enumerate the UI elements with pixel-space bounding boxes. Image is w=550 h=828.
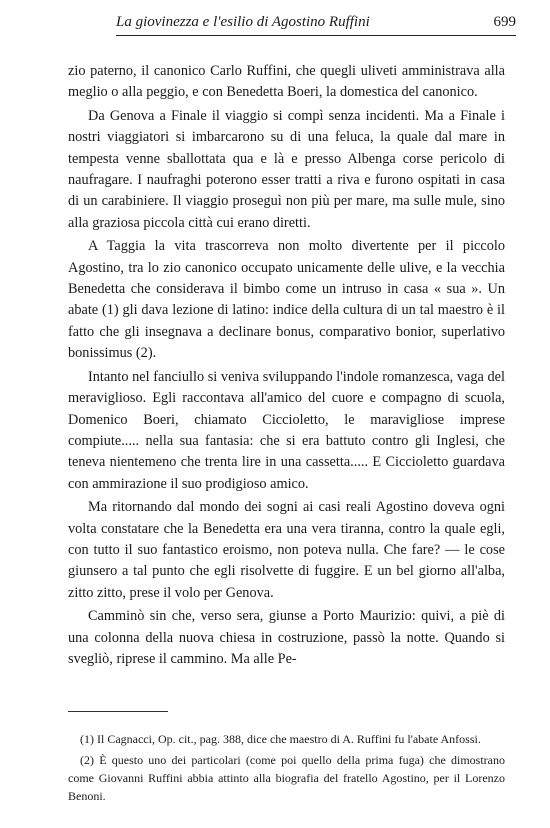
- footnote-1: (1) Il Cagnacci, Op. cit., pag. 388, dice che maestro di A. Ruffini fu l'abate Anfossi.: [80, 732, 481, 746]
- footnote-2: (2) È questo uno dei particolari (come poi quello della prima fuga) che dimostrano come Giovanni Ruffini abbia attinto alla biografia del fratello Agostino, per il Lorenzo Benoni.: [68, 753, 505, 803]
- paragraph-6: Camminò sin che, verso sera, giunse a Porto Maurizio: quivi, a piè di una colonna della nuova chiesa in costruzione, passò la notte. Quando si svegliò, riprese il cammino. Ma alle Pe-: [68, 608, 505, 667]
- paragraph-1: zio paterno, il canonico Carlo Ruffini, che quegli uliveti amministrava alla meglio o alla peggio, e con Benedetta Boeri, la domestica del canonico.: [68, 63, 505, 101]
- paragraph-5: Ma ritornando dal mondo dei sogni ai casi reali Agostino doveva ogni volta constatare che la Benedetta era una vera tiranna, contro la quale egli, con tutto il suo fantastico eroismo, non poteva nulla. Che fare? — le cose giunsero a tal punto che egli risolvette di fuggire. E un bel giorno all'alba, zitto zitto, prese il volo per Genova.: [68, 499, 505, 601]
- running-title: La giovinezza e l'esilio di Agostino Ruffini: [116, 14, 370, 30]
- footnote-rule: [68, 711, 168, 712]
- header-rule: [116, 35, 516, 36]
- body-text: [68, 61, 505, 670]
- running-header: [116, 12, 516, 36]
- paragraph-2: Da Genova a Finale il viaggio si compì senza incidenti. Ma a Finale i nostri viaggiatori si imbarcarono su di una feluca, la quale dal mare in tempesta venne sballottata qua e là e presso Albenga corse pericolo di naufragare. I naufraghi poterono esser tratti a riva e furono ospitati in casa di un carabiniere. Il viaggio proseguì non più per mare, ma sulle mule, sino alla graziosa piccola città cui erano diretti.: [68, 107, 505, 231]
- page-number: 699: [493, 14, 516, 30]
- footnotes: [68, 730, 505, 806]
- paragraph-3: A Taggia la vita trascorreva non molto divertente per il piccolo Agostino, tra lo zio canonico occupato unicamente delle ulive, e la vecchia Benedetta che considerava il bimbo come un intruso in casa « sua ». Un abate (1) gli dava lezione di latino: indice della cultura di un tal maestro è il fatto che gli insegnava a declinare bonus, comparativo bonior, superlativo bonissimus (2).: [68, 238, 505, 362]
- paragraph-4: Intanto nel fanciullo si veniva sviluppando l'indole romanzesca, vaga del meraviglioso. Egli raccontava all'amico del cuore e compagno di scuola, Domenico Boeri, chiamato Ciccioletto, le maravigliose imprese compiute..... nella sua fantasia: che si era battuto contro gli Inglesi, che teneva nientemeno che trenta lire in una cassetta..... E Ciccioletto guardava con ammirazione il suo prodigioso amico.: [68, 368, 505, 492]
